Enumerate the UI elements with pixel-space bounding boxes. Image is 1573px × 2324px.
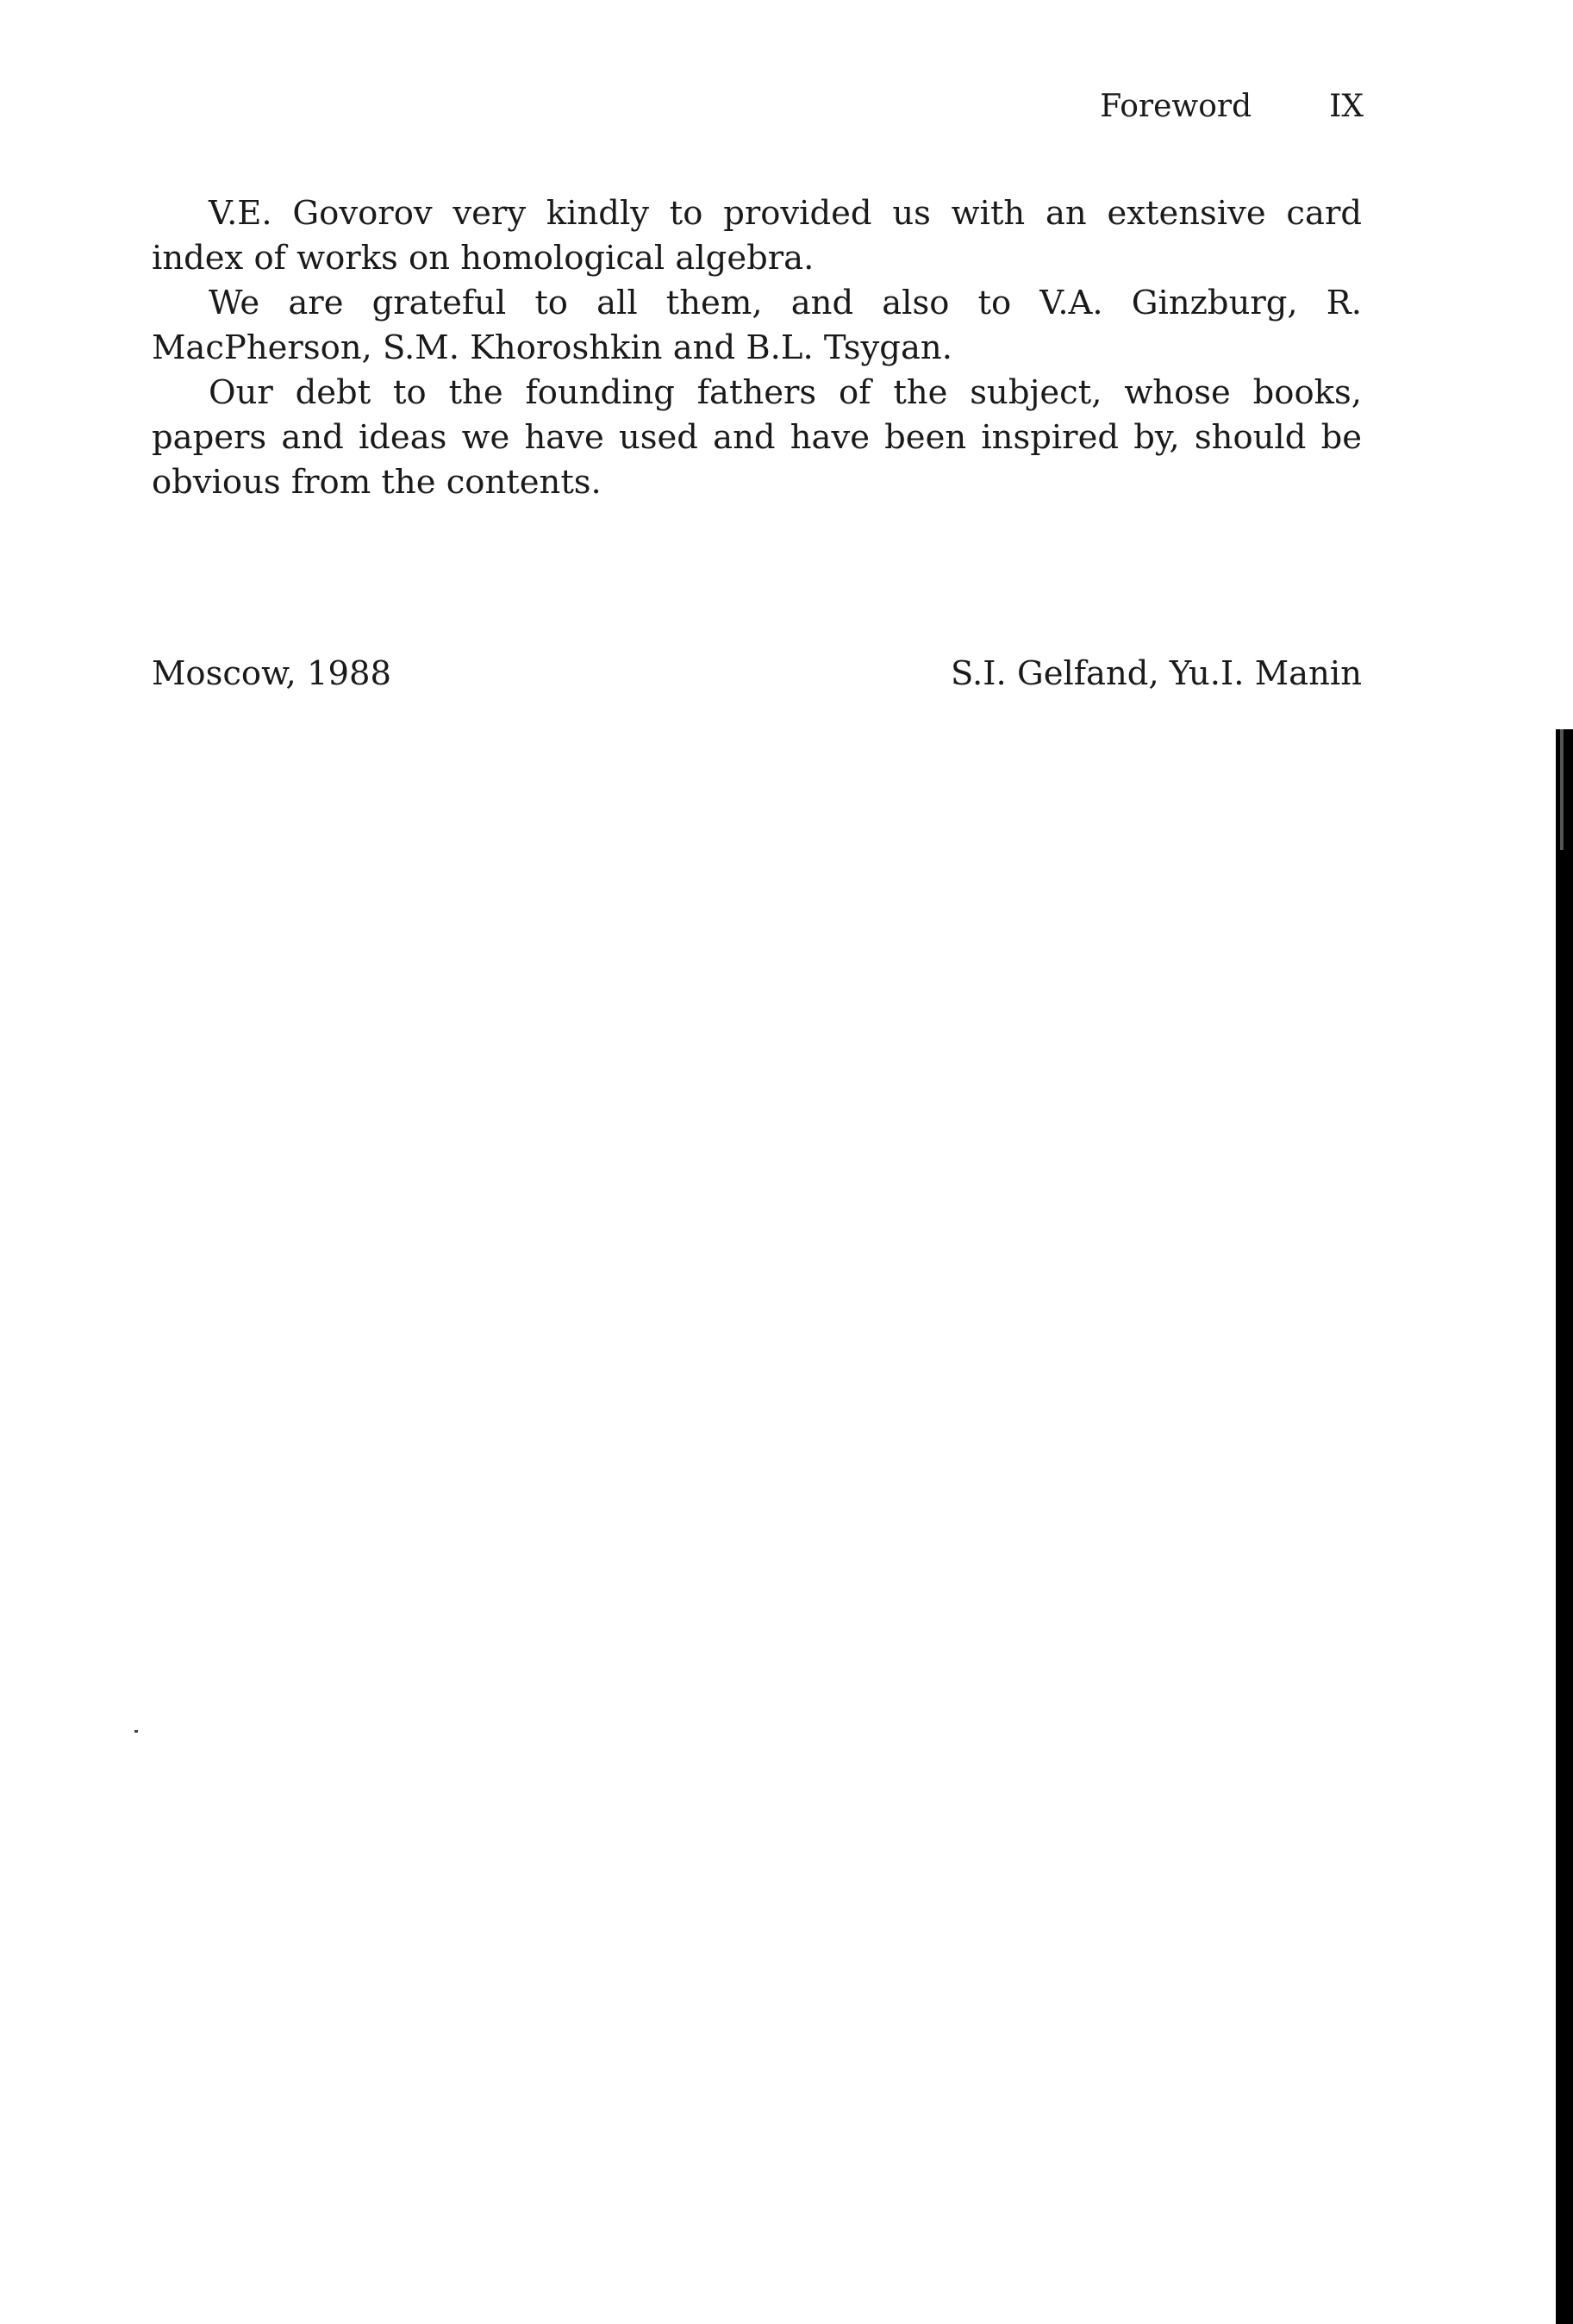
- scan-speck: [134, 1730, 138, 1733]
- place-date: Moscow, 1988: [152, 654, 391, 693]
- running-head: [1100, 84, 1364, 129]
- signoff: [152, 652, 1362, 697]
- page-number: IX: [1329, 89, 1364, 124]
- paragraph: We are grateful to all them, and also to V.A. Ginzburg, R. MacPherson, S.M. Khoroshkin and B.L. Tsygan.: [152, 284, 1362, 367]
- section-title: Foreword: [1100, 89, 1252, 124]
- foreword-body: [152, 191, 1362, 505]
- scan-edge-shadow: [1556, 729, 1573, 2324]
- paragraph: Our debt to the founding fathers of the subject, whose books, papers and ideas we have used and have been inspired by, should be obvious from the contents.: [152, 373, 1362, 502]
- paragraph: V.E. Govorov very kindly to provided us with an extensive card index of works on homological algebra.: [152, 194, 1362, 278]
- authors: S.I. Gelfand, Yu.I. Manin: [951, 654, 1362, 693]
- scan-edge-fade: [1560, 729, 1564, 850]
